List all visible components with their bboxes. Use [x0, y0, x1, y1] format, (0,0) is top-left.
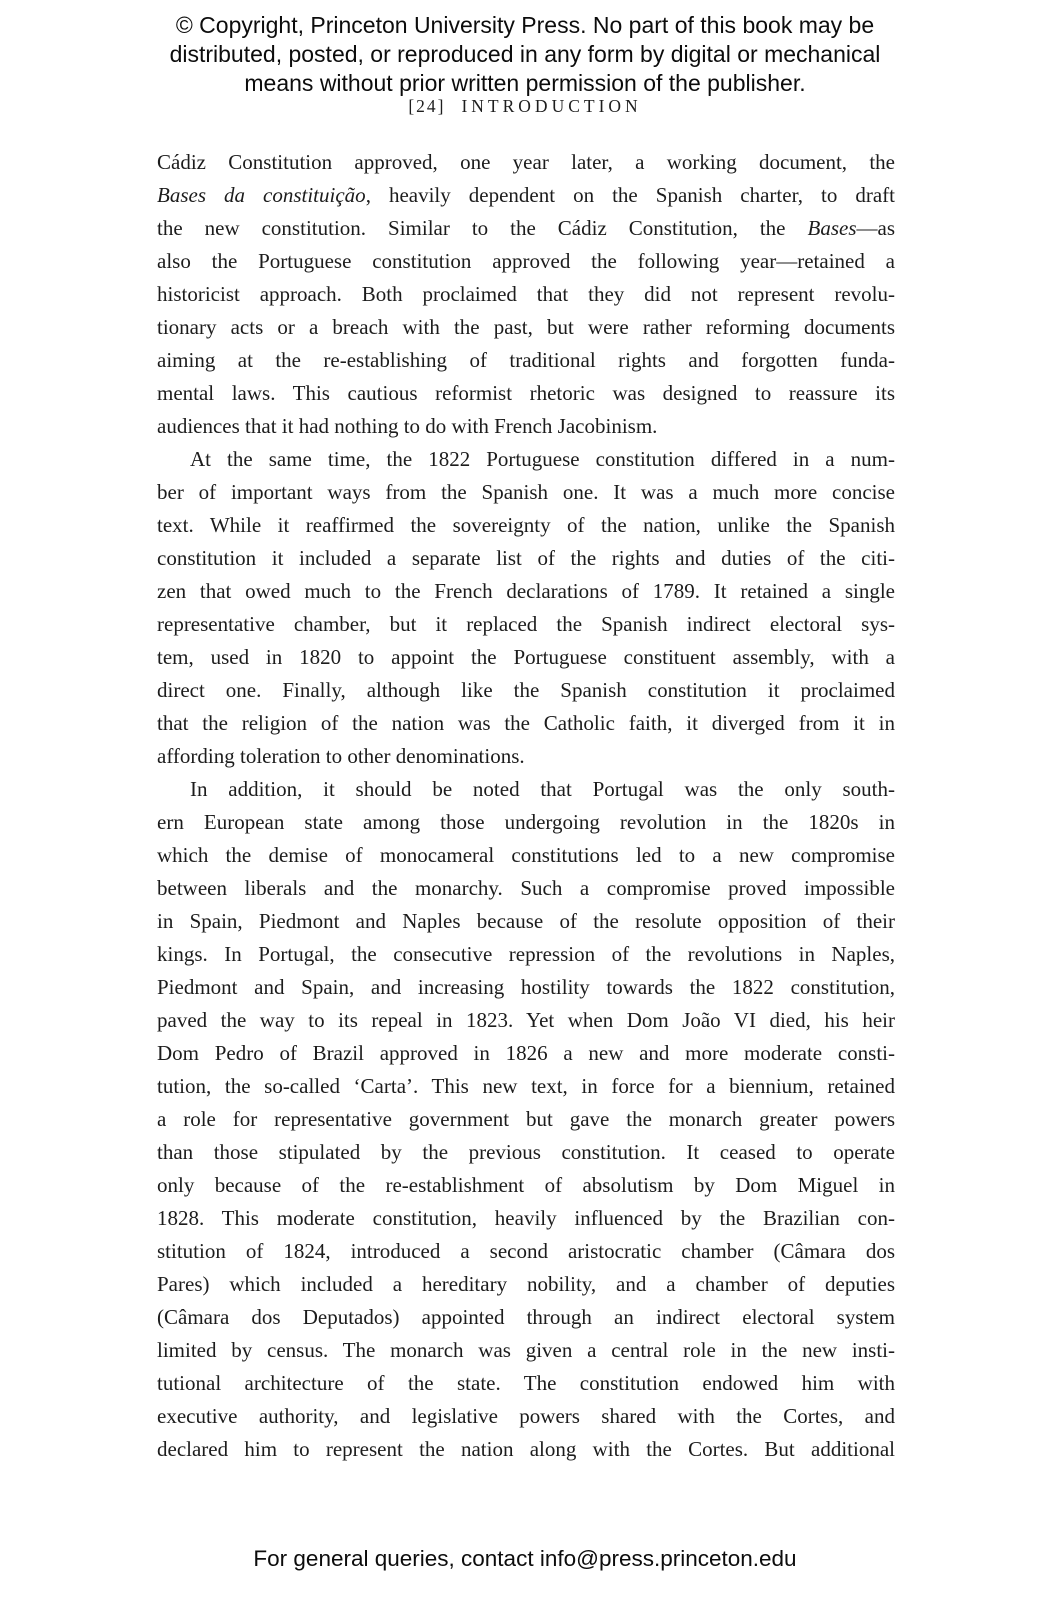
text-line: in Spain, Piedmont and Naples because of the resolute opposition of their	[157, 909, 895, 933]
text-line: paved the way to its repeal in 1823. Yet when Dom João VI died, his heir	[157, 1008, 895, 1032]
text-line: also the Portuguese constitution approved the following year—retained a	[157, 249, 895, 273]
text-line: constitution it included a separate list of the rights and duties of the citi-	[157, 546, 895, 570]
text-line: (Câmara dos Deputados) appointed through an indirect electoral system	[157, 1305, 895, 1329]
text-line: Piedmont and Spain, and increasing hostility towards the 1822 constitution,	[157, 975, 895, 999]
text-line: audiences that it had nothing to do with French Jacobinism.	[157, 414, 658, 438]
text-line: declared him to represent the nation along with the Cortes. But additional	[157, 1437, 895, 1461]
text-line: zen that owed much to the French declarations of 1789. It retained a single	[157, 579, 895, 603]
text-line: only because of the re-establishment of absolutism by Dom Miguel in	[157, 1173, 895, 1197]
paragraph	[157, 443, 895, 773]
text-line: tionary acts or a breach with the past, but were rather reforming documents	[157, 315, 895, 339]
text-line: tutional architecture of the state. The constitution endowed him with	[157, 1371, 895, 1395]
text-line: ber of important ways from the Spanish one. It was a much more concise	[157, 480, 895, 504]
text-line: ern European state among those undergoing revolution in the 1820s in	[157, 810, 895, 834]
copyright-line: © Copyright, Princeton University Press. No part of this book may be	[175, 12, 875, 38]
paragraph	[157, 146, 895, 443]
copyright-notice	[0, 11, 1050, 98]
text-line: Pares) which included a hereditary nobility, and a chamber of deputies	[157, 1272, 895, 1296]
text-line: aiming at the re-establishing of traditional rights and forgotten funda-	[157, 348, 895, 372]
text-line: 1828. This moderate constitution, heavily influenced by the Brazilian con-	[157, 1206, 895, 1230]
text-line: kings. In Portugal, the consecutive repression of the revolutions in Naples,	[157, 942, 895, 966]
text-line: mental laws. This cautious reformist rhetoric was designed to reassure its	[157, 381, 895, 405]
text-line: text. While it reaffirmed the sovereignty of the nation, unlike the Spanish	[157, 513, 895, 537]
body-text	[157, 146, 895, 1466]
copyright-line: means without prior written permission of the publisher.	[244, 70, 806, 96]
text-line: limited by census. The monarch was given a central role in the new insti-	[157, 1338, 895, 1362]
text-line: than those stipulated by the previous constitution. It ceased to operate	[157, 1140, 895, 1164]
text-line: tution, the so-called ‘Carta’. This new text, in force for a biennium, retained	[157, 1074, 895, 1098]
text-line: that the religion of the nation was the Catholic faith, it diverged from it in	[157, 711, 895, 735]
footer-contact: For general queries, contact info@press.princeton.edu	[253, 1546, 797, 1571]
page-number: [24]	[408, 96, 446, 116]
text-line: affording toleration to other denominations.	[157, 744, 525, 768]
copyright-line: distributed, posted, or reproduced in any form by digital or mechanical	[169, 41, 881, 67]
paragraph	[157, 773, 895, 1466]
text-line: which the demise of monocameral constitutions led to a new compromise	[157, 843, 895, 867]
text-line: the new constitution. Similar to the Cádiz Constitution, the Bases—as	[157, 216, 895, 240]
text-line: Bases da constituição, heavily dependent on the Spanish charter, to draft	[157, 183, 895, 207]
text-line: executive authority, and legislative powers shared with the Cortes, and	[157, 1404, 895, 1428]
text-line: a role for representative government but gave the monarch greater powers	[157, 1107, 895, 1131]
text-line: between liberals and the monarchy. Such a compromise proved impossible	[157, 876, 895, 900]
text-line: In addition, it should be noted that Portugal was the only south-	[190, 777, 895, 801]
text-line: tem, used in 1820 to appoint the Portuguese constituent assembly, with a	[157, 645, 895, 669]
running-head	[0, 96, 1050, 117]
text-line: stitution of 1824, introduced a second aristocratic chamber (Câmara dos	[157, 1239, 895, 1263]
text-line: At the same time, the 1822 Portuguese constitution differed in a num-	[190, 447, 895, 471]
chapter-title: INTRODUCTION	[461, 96, 642, 116]
text-line: representative chamber, but it replaced the Spanish indirect electoral sys-	[157, 612, 895, 636]
text-line: historicist approach. Both proclaimed that they did not represent revolu-	[157, 282, 895, 306]
text-line: Dom Pedro of Brazil approved in 1826 a new and more moderate consti-	[157, 1041, 895, 1065]
text-line: direct one. Finally, although like the Spanish constitution it proclaimed	[157, 678, 895, 702]
text-line: Cádiz Constitution approved, one year later, a working document, the	[157, 150, 895, 174]
